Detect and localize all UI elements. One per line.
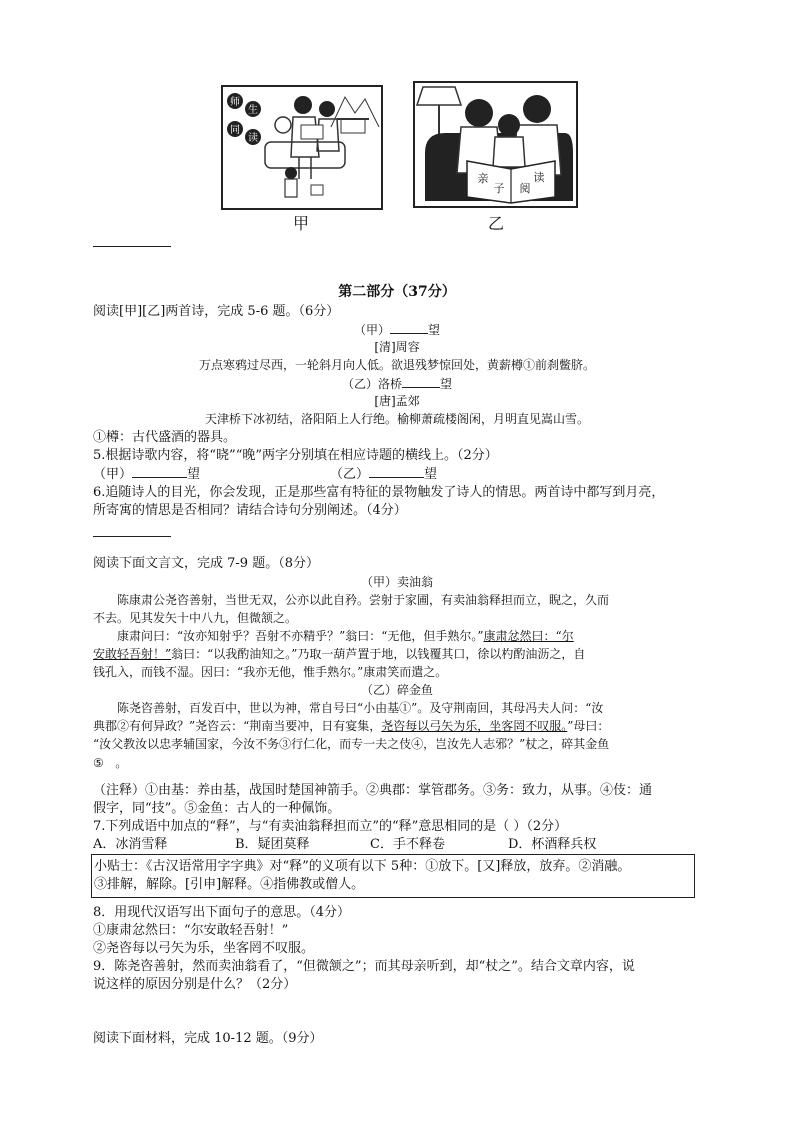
text-a-p2-line1 [117, 628, 574, 645]
poem2-author: [唐]孟郊 [374, 394, 420, 408]
q5-a-blank[interactable] [132, 465, 187, 478]
book-char-1: 亲 [477, 172, 489, 185]
next-section-intro: 阅读下面材料，完成 10-12 题。（9分） [93, 1031, 323, 1046]
text-b-line2-underlined: 尧咨每以弓矢为乐，坐客罔不叹服。 [381, 719, 568, 733]
book-char-4: 读 [533, 171, 545, 184]
badge-char-2: 生 [248, 105, 258, 116]
question-6-line1: 6.追随诗人的目光，你会发现，正是那些富有特征的景物触发了诗人的情思。两首诗中都写到月亮， [93, 485, 665, 500]
q5-a-prefix: （甲） [93, 467, 133, 482]
text-b-line2-c: ”母曰： [567, 719, 610, 733]
badge-char-1: 师 [230, 97, 240, 108]
poem1-title-prefix: （甲） [353, 323, 390, 337]
q7-option-c[interactable]: C．手不释卷 [370, 837, 445, 852]
question-6-line2: 所寄寓的情思是否相同？请结合诗句分别阐述。（4分） [93, 503, 407, 518]
q7-option-a[interactable]: A．冰消雪释 [93, 837, 168, 852]
q5-a-suffix: 望 [187, 467, 201, 482]
illustration-teacher-student-reading [221, 85, 383, 210]
text-a-p2-line3: 钱孔入，而钱不湿。因曰：“我亦无他，惟手熟尔。”康肃笑而遣之。 [93, 665, 448, 679]
text-a-p2-line2-b: 翁曰：“以我酌油知之。”乃取一葫芦置于地，以钱覆其口，徐以杓酌油沥之，自 [171, 647, 586, 661]
poem1-title-suffix: 望 [428, 323, 441, 337]
question-8-item1: ①康肃忿然曰：“尔安敢轻吾射！” [93, 923, 289, 938]
poem1-title-blank [390, 321, 428, 334]
q7-option-d[interactable]: D．杯酒释兵权 [508, 837, 597, 852]
question-8-item2: ②尧咨每以弓矢为乐，坐客罔不叹服。 [93, 941, 315, 956]
text-b-line3: “汝父教汝以忠孝辅国家，今汝不务③行仁化，而专一夫之伎④，岂汝先人志邪？”杖之，碎其金鱼 [93, 737, 610, 751]
text-b-line4-note: ⑤ [93, 756, 104, 770]
tip-box [91, 854, 695, 898]
text-a-p2-line1-a: 康肃问曰：“汝亦知射乎？吾射不亦精乎？”翁曰：“无他，但手熟尔。” [117, 629, 484, 643]
poem2-title [0, 375, 794, 393]
illustration-parent-child-reading [413, 81, 578, 208]
illustration-caption-left: 甲 [293, 214, 310, 233]
text-b-line4-end: 。 [115, 756, 128, 770]
q5-answer-b [330, 465, 437, 484]
text-b-line4 [93, 755, 127, 772]
question-9-line1: 9．陈尧咨善射，然而卖油翁看了，“但微颔之”；而其母亲听到，却“杖之”。结合文章内容，说 [93, 959, 635, 974]
book-char-3: 阅 [519, 182, 531, 195]
poem2-title-prefix: （乙）洛桥 [341, 377, 402, 391]
annotations-line2: 假字，同“技”。⑤金鱼：古人的一种佩饰。 [93, 801, 341, 816]
text-b-line2 [93, 718, 609, 735]
poem-note: ①樽：古代盛酒的器具。 [93, 430, 237, 445]
question-7: 7.下列成语中加点的“释”，与“有卖油翁释担而立”的“释”意思相同的是（ ）（2分） [93, 819, 568, 834]
question-8: 8．用现代汉语写出下面句子的意思。（4分） [93, 905, 351, 920]
q7-option-b[interactable]: B．疑团莫释 [235, 837, 310, 852]
text-a-p1-line2: 不去。见其发矢十中八九，但微颔之。 [93, 611, 298, 625]
text-a-p2-line2 [93, 646, 585, 663]
question-5: 5.根据诗歌内容，将“晓”“晚”两字分别填在相应诗题的横线上。（2分） [93, 448, 498, 463]
annotations-line1: （注释）①由基：养由基，战国时楚国神箭手。②典郡：掌管郡务。③务：致力，从事。④伎：通 [93, 783, 653, 798]
illustration-caption-right: 乙 [488, 214, 505, 233]
q5-b-prefix: （乙） [330, 467, 370, 482]
tip-line2: ③排解，解除。[引申]解释。④指佛教或僧人。 [94, 877, 365, 892]
classical-intro: 阅读下面文言文，完成 7-9 题。（8分） [93, 556, 319, 571]
section-title: 第二部分（37分） [338, 284, 456, 300]
tip-line1: 小贴士：《古汉语常用字字典》对“释”的义项有以下 5种：①放下。[又]释放，放弃。②消融。 [94, 859, 631, 874]
divider-short-2 [93, 536, 171, 537]
divider-short-1 [93, 246, 171, 247]
parent-child-reading-drawing [415, 83, 576, 206]
badge-char-3: 同 [230, 125, 240, 136]
text-a-p2-line1-underlined: 康肃忿然曰：“尔 [483, 629, 574, 643]
text-a-title: （甲）卖油翁 [360, 575, 433, 589]
text-a-p2-line2-underlined: 安敢轻吾射！” [93, 647, 172, 661]
poem1-title [0, 321, 794, 339]
text-b-title: （乙）碎金鱼 [360, 683, 433, 697]
teacher-student-reading-drawing [223, 87, 381, 208]
text-a-p1-line1: 陈康肃公尧咨善射，当世无双，公亦以此自矜。尝射于家圃，有卖油翁释担而立，睨之，久而 [117, 593, 610, 607]
q5-b-blank[interactable] [369, 465, 424, 478]
poem1-author: [清]周容 [374, 340, 420, 354]
book-char-2: 子 [493, 182, 505, 195]
question-9-line2: 说这样的原因分别是什么？（2分） [93, 977, 297, 992]
poem1-text: 万点寒鸦过尽西，一轮斜月向人低。欲退残梦惊回处，黄薪樽①前刹鳖脐。 [198, 358, 595, 372]
text-b-line1: 陈尧咨善射，百发百中，世以为神，常自号曰“小由基①”。及守荆南回，其母冯夫人问：“汝 [117, 701, 604, 715]
poem2-title-suffix: 望 [440, 377, 453, 391]
poem2-text: 天津桥下冰初结，洛阳陌上人行绝。榆柳萧疏楼阁闲，月明直见嵩山雪。 [204, 412, 589, 426]
badge-char-4: 读 [248, 133, 258, 144]
q5-answer-a [93, 465, 200, 484]
text-b-line2-a: 典郡②有何异政？”尧咨云：“荆南当要冲，日有宴集， [93, 719, 382, 733]
q5-b-suffix: 望 [424, 467, 438, 482]
poem2-title-blank [402, 375, 440, 388]
poems-intro: 阅读[甲][乙]两首诗，完成 5-6 题。（6分） [93, 304, 340, 319]
